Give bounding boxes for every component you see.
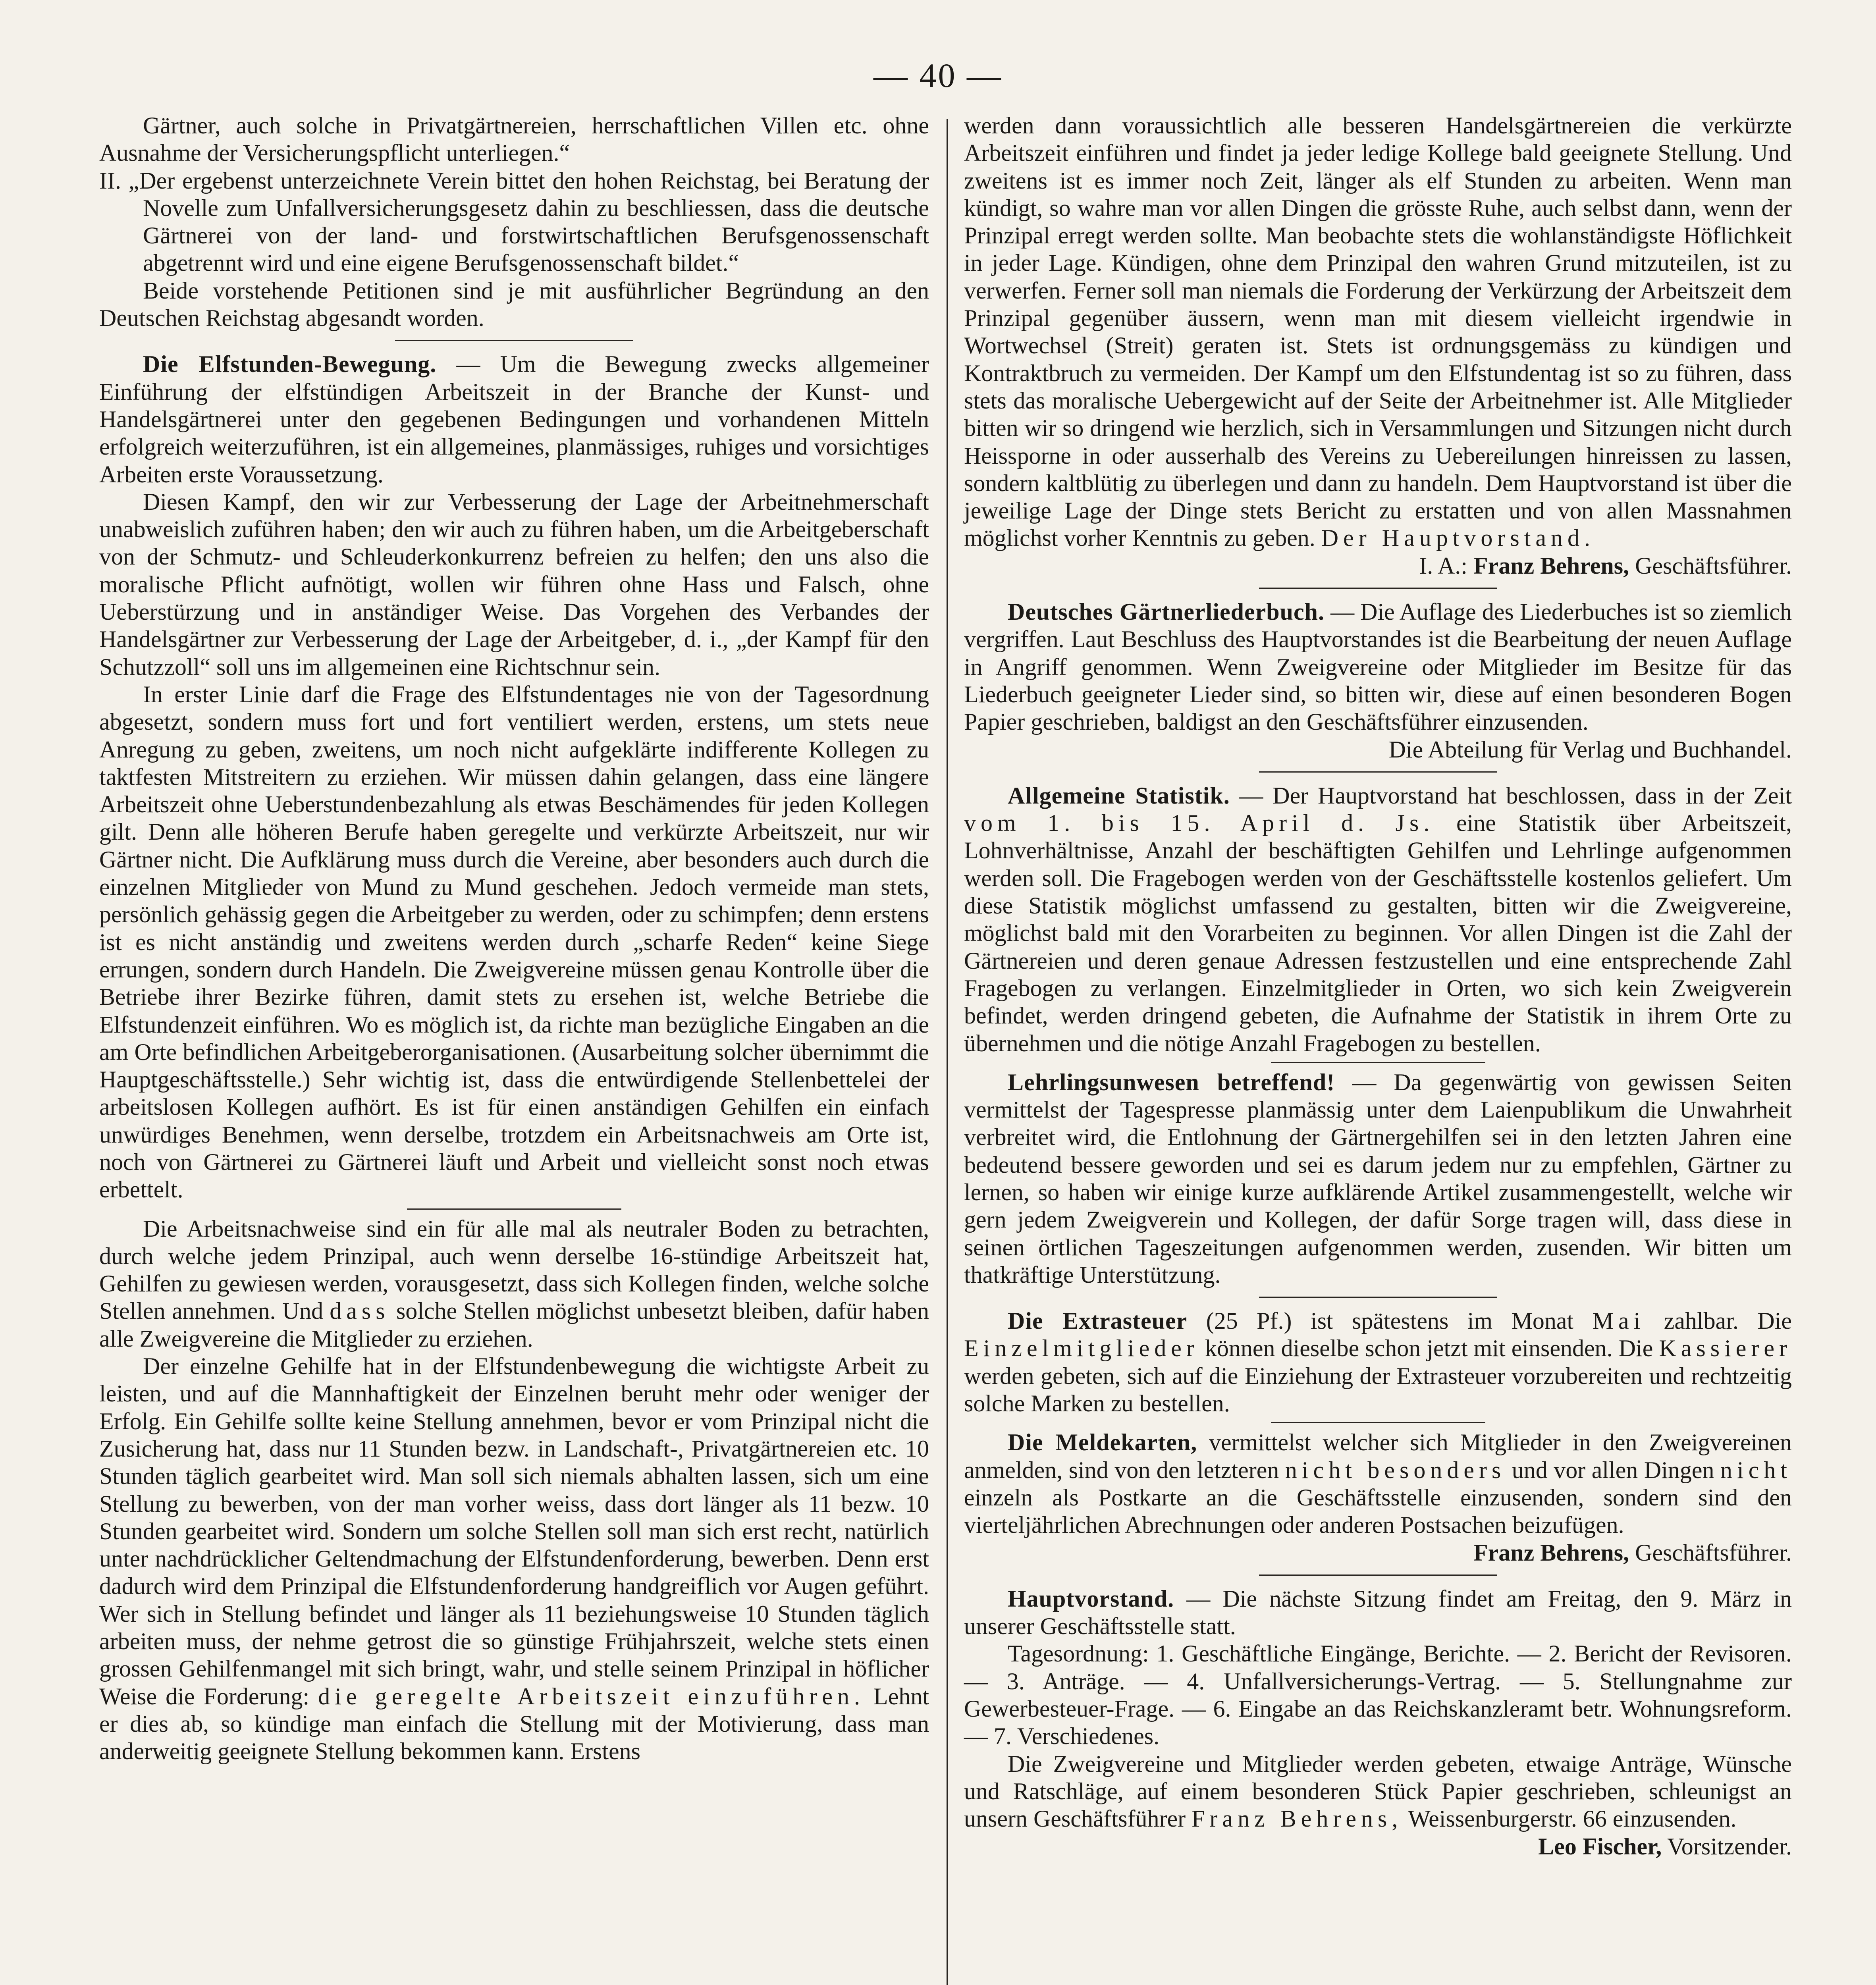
article-text: eine Statistik über Arbeitszeit, Lohnverhältnisse, Anzahl der beschäftigten Gehilfen und Lehrlinge aufgenommen werden soll. Die Fragebogen werden von der Geschäftsstelle kostenlos geliefert. Um diese Statistik möglichst umfassend zu gestalten, bitten wir die Zweigvereine, möglichst bald mit den Vorarbeiten zu beginnen. Vor allen Dingen ist die Zahl der Gärtnereien und deren genaue Adressen festzustellen und eine entsprechende Zahl Fragebogen zu verlangen. Einzelmitglieder in Orten, wo sich kein Zweigverein befindet, werden dringend gebeten, die Aufnahme der Statistik in ihrem Orte zu übernehmen und die nötige Anzahl Fragebogen zu bestellen. <box>964 810 1792 1056</box>
article-title-meldekarten: Die Meldekarten, <box>1008 1429 1197 1456</box>
article-title-lehrlingsunwesen: Lehrlingsunwesen betreffend! <box>1008 1069 1335 1095</box>
section-separator <box>1259 1575 1497 1576</box>
article-continuation <box>964 112 1792 552</box>
petition-ii: II. „Der ergebenst unterzeichnete Verein bittet den hohen Reichstag, bei Beratung der Novelle zum Unfallversicherungsgesetz dahin zu beschliessen, dass die deutsche Gärtnerei von der land- und forstwirtschaftlichen Berufsgenossenschaft abgetrennt wird und eine eigene Berufsgenossenschaft bildet.“ <box>99 167 929 276</box>
article-text: — Da gegenwärtig von gewissen Seiten vermittelst der Tagespresse planmässig unter dem Laienpublikum die Unwahrheit verbreitet wird, die Entlohnung der Gärtnergehilfen sei in den letzten Jahren eine bedeutend bessere geworden und sei es darum jedem nur zu empfehlen, Gärtner zu lernen, so haben wir einige kurze aufklärende Artikel zusammengestellt, welche wir gern jedem Zweigverein und Kollegen, der dafür Sorge tragen will, dass diese in seinen örtlichen Tageszeitungen aufgenommen werden, zusenden. Wir bitten um thatkräftige Unterstützung. <box>964 1069 1792 1288</box>
article-paragraph: Diesen Kampf, den wir zur Verbesserung der Lage der Arbeitnehmerschaft unabweislich zuführen haben; den wir auch zu führen haben, um die Arbeitgeberschaft von der Schmutz- und Schleuderkonkurrenz befreien zu helfen; den uns also die moralische Pflicht aufnötigt, wollen wir führen ohne Hass und Falsch, ohne Ueberstürzung und in anständiger Weise. Das Vorgehen des Verbandes der Handelsgärtner zur Verbesserung der Lage der Arbeitgeber, d. i., „der Kampf für den Schutzzoll“ soll uns im allgemeinen eine Richtschnur sein. <box>99 488 929 680</box>
article-text: — Der Hauptvorstand hat beschlossen, dass in der Zeit <box>1239 782 1792 809</box>
spaced-text: vom 1. bis 15. April d. Js. <box>964 810 1434 836</box>
article-text: können dieselbe schon jetzt mit einsenden. Die <box>1205 1335 1653 1362</box>
article-text: — Die Auflage des Liederbuches ist so ziemlich vergriffen. Laut Beschluss des Hauptvorstandes ist die Bearbeitung der neuen Auflage in Angriff genommen. Wenn Zweigvereine oder Mitglieder im Besitze für das Liederbuch geeigneter Lieder sind, so bitten wir, diese auf einen besonderen Bogen Papier geschrieben, baldigst an den Geschäftsführer einzusenden. <box>964 599 1792 735</box>
article-statistik <box>964 782 1792 1057</box>
agenda: Tagesordnung: 1. Geschäftliche Eingänge, Berichte. — 2. Bericht der Revisoren. — 3. Anträge. — 4. Unfallversicherungs-Vertrag. — 5. Stellungnahme zur Gewerbesteuer-Frage. — 6. Eingabe an das Reichskanzleramt betr. Wohnungsreform. — 7. Verschiedenes. <box>964 1640 1792 1750</box>
signature-line <box>964 552 1792 580</box>
article-text: werden dann voraussichtlich alle besseren Handelsgärtnereien die verkürzte Arbeitszeit einführen und findet ja jeder ledige Kollege bald geeignete Stellung. Und zweitens ist es immer noch Zeit, länger als elf Stunden zu arbeiten. Wenn man kündigt, so wahre man vor allen Dingen die grösste Ruhe, auch selbst dann, wenn der Prinzipal erregt werden sollte. Man beobachte stets die wohlanständigste Höflichkeit in jeder Lage. Kündigen, ohne dem Prinzipal den wahren Grund mitzuteilen, ist zu verwerfen. Ferner soll man niemals die Forderung der Verkürzung der Arbeitszeit dem Prinzipal gegenüber äussern, wenn man mit diesem vielleicht irgendwie in Wortwechsel (Streit) geraten ist. Stets ist ordnungsgemäss zu kündigen und Kontraktbruch zu vermeiden. Der Kampf um den Elfstundentag ist so zu führen, dass stets das moralische Uebergewicht auf der Seite der Arbeitnehmer ist. Alle Mitglieder bitten wir so dringend wie herzlich, sich in Versammlungen und Sitzungen nicht durch Heissporne in oder ausserhalb des Vereins zu Uebereilungen hinreissen zu lassen, sondern kaltblütig zu überlegen und dann zu handeln. Dem Hauptvorstand ist über die jeweilige Lage der Dinge stets Bericht zu erstatten und von allen Massnahmen möglichst vorher Kenntnis zu geben. <box>964 112 1792 551</box>
article-text: (25 Pf.) ist spätestens im Monat <box>1206 1308 1574 1334</box>
section-separator <box>395 340 633 341</box>
spaced-text: Einzelmitglieder <box>964 1335 1199 1362</box>
article-meldekarten <box>964 1429 1792 1539</box>
article-extrasteuer <box>964 1307 1792 1417</box>
article-hauptvorstand <box>964 1585 1792 1640</box>
spaced-text: Franz Behrens, <box>1192 1806 1403 1832</box>
section-separator <box>1259 1297 1497 1298</box>
article-text: Lehnt er dies ab, so kündige man einfach die Stellung mit der Motivierung, dass man anderweitig geeignete Stellung bekommen kann. Erstens <box>99 1683 929 1765</box>
left-column <box>99 112 929 1765</box>
spaced-text: Kassierer <box>1659 1335 1792 1362</box>
article-text: vermittelst welcher sich Mitglieder in den Zweigvereinen anmelden, sind von den letzteren <box>964 1429 1792 1483</box>
right-column <box>964 112 1792 1860</box>
article-text: Weissenburgerstr. 66 einzusenden. <box>1408 1806 1737 1832</box>
signature-line <box>964 1539 1792 1567</box>
article-text: zahlbar. Die <box>1664 1308 1792 1334</box>
article-title-hauptvorstand: Hauptvorstand. <box>1008 1585 1174 1612</box>
article-text: werden gebeten, sich auf die Einziehung der Extrasteuer vorzubereiten und rechtzeitig solche Marken zu bestellen. <box>964 1363 1792 1417</box>
article-title-extrasteuer: Die Extrasteuer <box>1008 1308 1188 1334</box>
section-separator <box>407 1208 621 1210</box>
article-lehrlingsunwesen <box>964 1069 1792 1289</box>
article-elfstunden-intro <box>99 351 929 488</box>
article-text: Die Arbeitsnachweise sind ein für alle mal als neutraler Boden zu betrachten, durch welche jedem Prinzipal, auch wenn derselbe 16-stündige Arbeitszeit hat, Gehilfen zu gewiesen werden, vorausgesetzt, dass sich Kollegen finden, welche solche Stellen annehmen. Und <box>99 1215 929 1324</box>
article-liederbuch <box>964 598 1792 736</box>
signature-name: Franz Behrens, <box>1473 1539 1629 1566</box>
article-paragraph <box>99 1353 929 1765</box>
section-separator <box>1271 1422 1485 1423</box>
spaced-text: dass <box>330 1298 390 1324</box>
signature-role: Vorsitzender. <box>1667 1833 1792 1860</box>
spaced-text: nicht <box>1720 1457 1792 1483</box>
signature-line: Die Abteilung für Verlag und Buchhandel. <box>1388 736 1792 763</box>
article-title-elfstunden: Die Elfstunden-Bewegung. <box>143 351 437 378</box>
article-text: Die Zweigvereine und Mitglieder werden gebeten, etwaige Anträge, Wünsche und Ratschläge, auf einem besonderen Stück Papier geschrieben, schleunigst an unsern Geschäftsführer <box>964 1750 1792 1832</box>
signature-name: Franz Behrens, <box>1473 552 1629 579</box>
article-text: — Die nächste Sitzung findet am Freitag, den 9. März in unserer Geschäftsstelle statt. <box>964 1585 1792 1640</box>
signature-role: Geschäftsführer. <box>1635 552 1792 579</box>
signature-role: Geschäftsführer. <box>1635 1539 1792 1566</box>
section-separator <box>1271 1062 1485 1063</box>
article-title-liederbuch: Deutsches Gärtnerliederbuch. <box>1008 599 1325 625</box>
article-text: solche Stellen möglichst unbesetzt bleiben, dafür haben alle Zweigvereine die Mitglieder zu erziehen. <box>99 1298 929 1352</box>
signature-hauptvorstand: Der Hauptvorstand. <box>1321 525 1595 551</box>
petitions-note: Beide vorstehende Petitionen sind je mit ausführlicher Begründung an den Deutschen Reichstag abgesandt worden. <box>99 277 929 331</box>
section-separator <box>1259 588 1497 589</box>
column-divider <box>947 119 948 1985</box>
article-paragraph <box>964 1750 1792 1833</box>
section-separator <box>1259 771 1497 773</box>
signature-line <box>964 1833 1792 1860</box>
article-text: einzeln als Postkarte an die Geschäftsstelle einzusenden, sondern sind den vierteljährlichen Abrechnungen oder anderen Postsachen beizufügen. <box>964 1484 1792 1538</box>
article-paragraph: In erster Linie darf die Frage des Elfstundentages nie von der Tagesordnung abgesetzt, sondern muss fort und fort ventiliert werden, erstens, um stets neue Anregung zu geben, zweitens, um noch nicht aufgeklärte indifferente Kollegen zu taktfesten Mitstreitern zu erziehen. Wir müssen dahin gelangen, dass eine längere Arbeitszeit ohne Ueberstundenbezahlung als etwas Beschämendes für jeden Kollegen gilt. Denn alle höheren Berufe haben geregelte und verkürzte Arbeitszeit, nur wir Gärtner nicht. Die Aufklärung muss durch die Vereine, aber besonders auch durch die einzelnen Mitglieder von Mund zu Mund geschehen. Jedoch vermeide man stets, persönlich gehässig gegen die Arbeitgeber zu werden, oder zu schimpfen; denn erstens ist es nicht anständig und zweitens werden durch „scharfe Reden“ keine Siege errungen, sondern durch Handeln. Die Zweigvereine müssen genau Kontrolle über die Betriebe ihrer Bezirke führen, damit stets zu ersehen ist, welche Betriebe die Elfstundenzeit einführen. Wo es möglich ist, da richte man bezügliche Eingaben an die am Orte befindlichen Arbeitgeberorganisationen. (Ausarbeitung solcher übernimmt die Hauptgeschäftsstelle.) Sehr wichtig ist, dass die entwürdigende Stellenbettelei der arbeitslosen Kollegen aufhört. Es ist für einen anständigen Gehilfen ein einfach unwürdiges Benehmen, wenn derselbe, trotzdem ein Arbeitsnachweis am Orte ist, noch von Gärtnerei zu Gärtnerei läuft und Arbeit und vielleicht sonst noch etwas erbettelt. <box>99 681 929 1203</box>
spaced-text: die geregelte Arbeitszeit einzuführen. <box>318 1683 865 1709</box>
signature-prefix: I. A.: <box>1419 552 1467 579</box>
article-paragraph <box>99 1215 929 1353</box>
article-text: — Um die Bewegung zwecks allgemeiner Einführung der elfstündigen Arbeitszeit in der Branche der Kunst- und Handelsgärtnerei unter den gegebenen Bedingungen und vorhandenen Mitteln erfolgreich weiterzuführen, ist ein allgemeines, planmässiges, ruhiges und vorsichtiges Arbeiten erste Voraussetzung. <box>99 351 929 488</box>
signature-name: Leo Fischer, <box>1538 1833 1662 1860</box>
article-text: Der einzelne Gehilfe hat in der Elfstundenbewegung die wichtigste Arbeit zu leisten, und auf die Mannhaftigkeit der Einzelnen beruht mehr oder weniger der Erfolg. Ein Gehilfe sollte keine Stellung annehmen, bevor er vom Prinzipal nicht die Zusicherung hat, dass nur 11 Stunden bezw. in Landschaft-, Privatgärtnereien etc. 10 Stunden täglich gearbeitet wird. Man soll sich niemals abhalten lassen, sich um eine Stellung zu bewerben, von der man vorher weiss, dass dort länger als 11 bezw. 10 Stunden gearbeitet wird. Sondern um solche Stellen soll man sich erst recht, natürlich unter nachdrücklicher Geltendmachung der Elfstundenforderung, bewerben. Denn erst dadurch wird dem Prinzipal die Elfstundenforderung handgreiflich vor Augen geführt. Wer sich in Stellung befindet und länger als 11 beziehungsweise 10 Stunden täglich arbeiten muss, der nehme getrost die so günstige Frühjahrszeit, welche stets einen grossen Gehilfenmangel mit sich bringt, wahr, und stelle seinem Prinzipal in höflicher Weise die Forderung: <box>99 1353 929 1709</box>
page-number: — 40 — <box>873 56 1003 94</box>
petition-i-end: Gärtner, auch solche in Privatgärtnereien, herrschaftlichen Villen etc. ohne Ausnahme der Versicherungspflicht unterliegen.“ <box>99 112 929 166</box>
article-title-statistik: Allgemeine Statistik. <box>1008 782 1230 809</box>
spaced-text: Mai <box>1592 1308 1645 1334</box>
spaced-text: nicht besonders <box>1285 1457 1506 1483</box>
article-text: und vor allen Dingen <box>1512 1457 1714 1483</box>
